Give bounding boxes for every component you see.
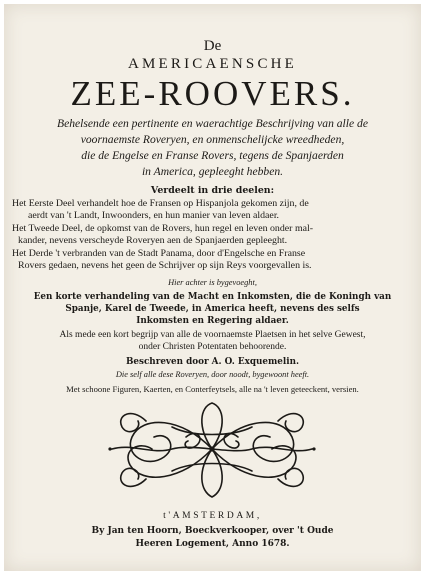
title-line-1: AMERICAENSCHE (127, 56, 298, 72)
author-line: Beschreven door A. O. Exquemelin. (125, 357, 300, 367)
title-de: De (203, 38, 222, 54)
part-line: Rovers gedaen, nevens het geen de Schrijver op sijn Reys voorgevallen is. (18, 260, 312, 271)
subtitle-line: Behelsende een pertinente en waerachtige Beschrijving van alle de (57, 117, 368, 130)
part-line: Het Derde 't verbranden van de Stadt Panama, door d'Engelsche en Franse (12, 248, 306, 259)
subtitle-line: voornaemste Roveryen, en onmenschelijcke wreedheden, (80, 133, 345, 146)
figures-line: Met schoone Figuren, Kaerten, en Conterfeytsels, alle na 't leven geteeckent, versien. (66, 384, 359, 394)
imprint-city: t'AMSTERDAM, (163, 511, 262, 521)
treatise-line: Spanje, Karel de Tweede, in America heeft, nevens des selfs (65, 304, 360, 314)
divided-heading: Verdeelt in drie deelen: (150, 185, 275, 196)
part-line: kander, nevens verscheyde Roveryen aen de Spanjaerden gepleeght. (18, 235, 288, 246)
title-page (4, 4, 421, 571)
subtitle-line: die de Engelse en Franse Rovers, tegens de Spanjaerden (81, 149, 344, 162)
part-line: aerdt van 't Landt, Inwoonders, en hun manier van leven aldaer. (28, 210, 280, 221)
subtitle-line: in America, gepleeght hebben. (141, 165, 284, 178)
imprint-line-1: By Jan ten Hoorn, Boeckverkooper, over 't Oude (91, 526, 334, 536)
title-line-2: ZEE-ROOVERS. (70, 74, 355, 113)
author-note: Die self alle dese Roveryen, door noodt, bygewoont heeft. (115, 370, 310, 379)
part-line: Het Tweede Deel, de opkomst van de Rovers, hun regel en leven onder mal- (12, 223, 314, 234)
treatise-line: Een korte verhandeling van de Macht en Inkomsten, die de Koningh van (33, 292, 392, 302)
places-line: Als mede een kort begrijp van alle de voornaemste Plaetsen in het selve Gewest, (59, 330, 366, 340)
part-line: Het Eerste Deel verhandelt hoe de Fransen op Hispanjola gekomen zijn, de (12, 198, 309, 209)
appended-note: Hier achter is bygevoeght, (168, 278, 257, 287)
calligraphic-ornament (102, 397, 322, 502)
imprint-line-2: Heeren Logement, Anno 1678. (135, 539, 290, 549)
treatise-line: Inkomsten en Regering aldaer. (136, 316, 289, 326)
places-line: onder Christen Potentaten behoorende. (138, 342, 287, 352)
